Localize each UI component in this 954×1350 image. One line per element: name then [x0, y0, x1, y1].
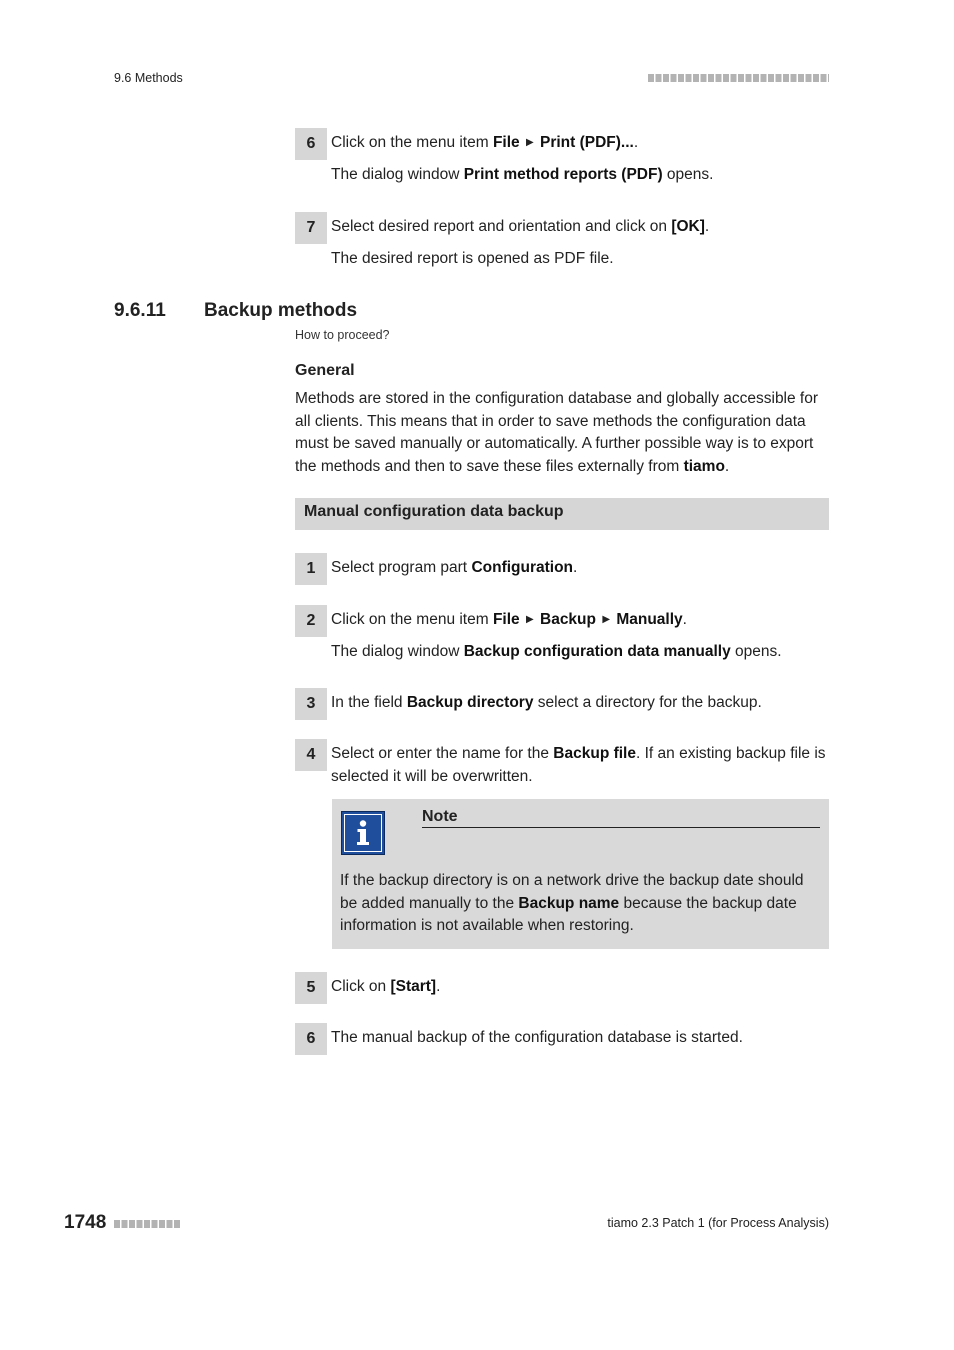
page-number: 1748 [64, 1212, 107, 1233]
menu-arrow-icon: ▶ [525, 137, 534, 148]
section-subtitle: How to proceed? [295, 328, 390, 342]
note-title: Note [422, 808, 820, 828]
note-box [332, 799, 829, 949]
menu-arrow-icon: ▶ [602, 614, 611, 625]
step-number: 1 [295, 553, 327, 585]
header-decoration [648, 74, 829, 82]
procedure-title-bar [295, 498, 829, 530]
step-number: 3 [295, 688, 327, 720]
step-number: 2 [295, 605, 327, 637]
step-text: Click on the menu item File ▶ Print (PDF).... [331, 134, 639, 151]
step-text: Select desired report and orientation and click on [OK]. [331, 218, 710, 235]
info-icon [341, 811, 385, 855]
step-result: The dialog window Print method reports (PDF) opens. [331, 166, 714, 183]
step-text: Select program part Configuration. [331, 559, 578, 576]
section-number: 9.6.11 [114, 300, 166, 321]
procedure-title: Manual configuration data backup [304, 503, 564, 520]
step-result: The desired report is opened as PDF file. [331, 250, 614, 267]
step-text: Click on the menu item File ▶ Backup ▶ Manually. [331, 611, 687, 628]
step-number: 6 [295, 128, 327, 160]
step-number: 5 [295, 972, 327, 1004]
note-text: If the backup directory is on a network drive the backup date should be added manually to the Backup name because the backup date information is not available when restoring. [340, 872, 804, 934]
menu-arrow-icon: ▶ [525, 614, 534, 625]
footer-decoration [114, 1220, 181, 1228]
step-text: Select or enter the name for the Backup file. If an existing backup file is selected it will be overwritten. [331, 745, 826, 785]
step-text: Click on [Start]. [331, 978, 441, 995]
section-title: Backup methods [204, 300, 358, 321]
step-text: The manual backup of the configuration database is started. [331, 1029, 743, 1046]
step-result: The dialog window Backup configuration data manually opens. [331, 643, 782, 660]
step-number: 6 [295, 1023, 327, 1055]
general-heading: General [295, 362, 355, 379]
step-number: 4 [295, 739, 327, 771]
step-text: In the field Backup directory select a directory for the backup. [331, 694, 762, 711]
footer-product: tiamo 2.3 Patch 1 (for Process Analysis) [607, 1216, 829, 1230]
step-number: 7 [295, 212, 327, 244]
general-paragraph: Methods are stored in the configuration database and globally accessible for all clients. This means that in order to save methods the configuration data must be saved manually or automatically. A further possible way is to export the methods and then to save these files externally from tiamo. [295, 390, 819, 475]
running-header-section: 9.6 Methods [114, 71, 183, 85]
